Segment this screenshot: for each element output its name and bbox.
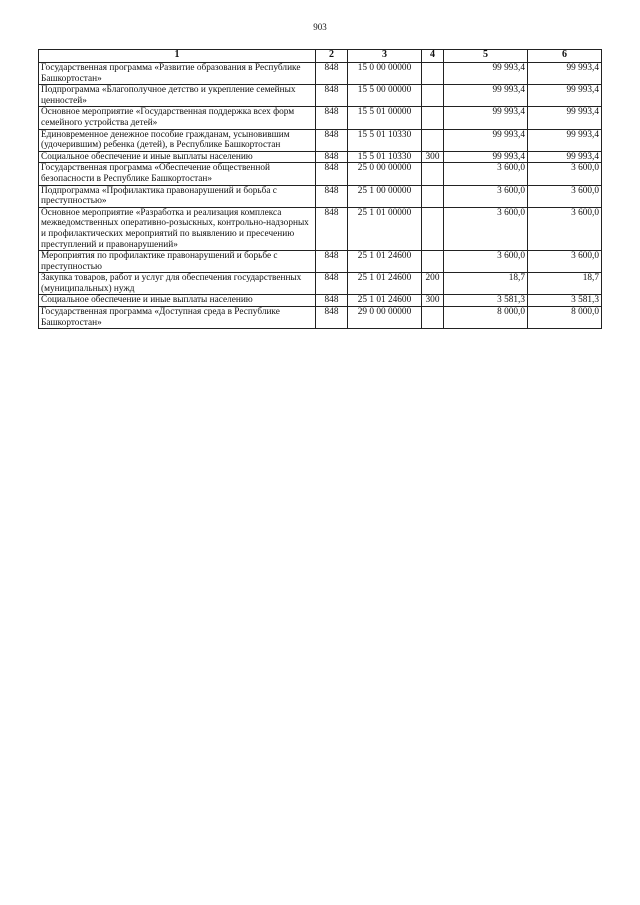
row-value-1: 99 993,4 [444,107,528,129]
row-code: 848 [316,307,348,329]
row-name: Основное мероприятие «Государственная поддержка всех форм семейного устройства детей» [39,107,316,129]
row-type [422,63,444,85]
row-code: 848 [316,85,348,107]
row-target: 15 5 01 00000 [348,107,422,129]
row-code: 848 [316,185,348,207]
row-value-2: 99 993,4 [528,107,602,129]
header-col-1: 1 [39,50,316,63]
row-value-1: 99 993,4 [444,129,528,151]
row-type [422,163,444,185]
row-value-1: 3 600,0 [444,207,528,250]
header-col-3: 3 [348,50,422,63]
row-value-2: 3 581,3 [528,295,602,307]
row-code: 848 [316,107,348,129]
row-name: Основное мероприятие «Разработка и реализация комплекса межведомственных оперативно-розыскных, контрольно-надзорных и профилактических мероприятий по выявлению и пресечению преступлений и правонарушений» [39,207,316,250]
table-row [39,63,602,85]
table-header-row [39,50,602,63]
row-value-2: 8 000,0 [528,307,602,329]
row-value-2: 3 600,0 [528,185,602,207]
row-value-2: 99 993,4 [528,85,602,107]
row-value-2: 18,7 [528,273,602,295]
row-type [422,251,444,273]
row-target: 15 0 00 00000 [348,63,422,85]
row-name: Подпрограмма «Профилактика правонарушений и борьба с преступностью» [39,185,316,207]
row-code: 848 [316,163,348,185]
row-target: 25 1 01 24600 [348,273,422,295]
row-value-1: 99 993,4 [444,63,528,85]
row-value-1: 3 600,0 [444,185,528,207]
header-col-6: 6 [528,50,602,63]
row-code: 848 [316,151,348,163]
row-code: 848 [316,63,348,85]
row-target: 25 1 00 00000 [348,185,422,207]
row-target: 25 1 01 24600 [348,295,422,307]
row-code: 848 [316,207,348,250]
row-value-1: 18,7 [444,273,528,295]
header-col-2: 2 [316,50,348,63]
row-type: 300 [422,151,444,163]
header-col-5: 5 [444,50,528,63]
row-code: 848 [316,273,348,295]
table-row [39,273,602,295]
page-number: 903 [313,22,327,32]
row-target: 15 5 00 00000 [348,85,422,107]
row-name: Мероприятия по профилактике правонарушений и борьбе с преступностью [39,251,316,273]
row-name: Государственная программа «Развитие образования в Республике Башкортостан» [39,63,316,85]
table-row [39,307,602,329]
row-value-1: 99 993,4 [444,151,528,163]
row-value-2: 3 600,0 [528,207,602,250]
row-name: Социальное обеспечение и иные выплаты населению [39,295,316,307]
table-row [39,185,602,207]
row-name: Подпрограмма «Благополучное детство и укрепление семейных ценностей» [39,85,316,107]
row-code: 848 [316,251,348,273]
row-type: 300 [422,295,444,307]
row-value-1: 3 600,0 [444,163,528,185]
table-row [39,107,602,129]
row-target: 15 5 01 10330 [348,151,422,163]
row-type: 200 [422,273,444,295]
row-value-2: 3 600,0 [528,163,602,185]
row-target: 29 0 00 00000 [348,307,422,329]
row-target: 25 0 00 00000 [348,163,422,185]
row-name: Социальное обеспечение и иные выплаты населению [39,151,316,163]
row-type [422,307,444,329]
table-row [39,251,602,273]
row-name: Государственная программа «Обеспечение общественной безопасности в Республике Башкортостан» [39,163,316,185]
table-row [39,163,602,185]
row-value-2: 3 600,0 [528,251,602,273]
row-target: 25 1 01 24600 [348,251,422,273]
row-type [422,207,444,250]
row-type [422,107,444,129]
row-name: Государственная программа «Доступная среда в Республике Башкортостан» [39,307,316,329]
row-target: 25 1 01 00000 [348,207,422,250]
row-target: 15 5 01 10330 [348,129,422,151]
row-value-2: 99 993,4 [528,129,602,151]
row-value-2: 99 993,4 [528,63,602,85]
header-col-4: 4 [422,50,444,63]
table-row [39,151,602,163]
row-value-1: 8 000,0 [444,307,528,329]
row-type [422,185,444,207]
row-type [422,85,444,107]
row-name: Закупка товаров, работ и услуг для обеспечения государственных (муниципальных) нужд [39,273,316,295]
table-row [39,207,602,250]
row-code: 848 [316,129,348,151]
row-value-1: 3 600,0 [444,251,528,273]
row-value-1: 99 993,4 [444,85,528,107]
row-code: 848 [316,295,348,307]
row-type [422,129,444,151]
budget-table [38,49,602,329]
row-value-2: 99 993,4 [528,151,602,163]
row-value-1: 3 581,3 [444,295,528,307]
table-row [39,129,602,151]
table-row [39,295,602,307]
row-name: Единовременное денежное пособие гражданам, усыновившим (удочерившим) ребенка (детей), в Республике Башкортостан [39,129,316,151]
table-row [39,85,602,107]
